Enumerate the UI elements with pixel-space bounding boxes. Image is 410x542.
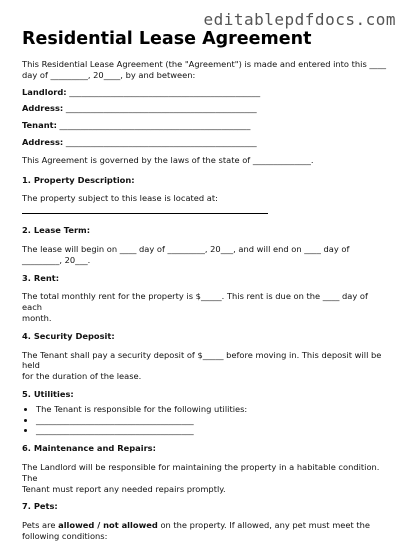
section-utilities-heading: 5. Utilities:	[22, 388, 74, 399]
landlord-address-label: Address:	[22, 103, 64, 114]
section-pets-line-1	[22, 520, 390, 531]
section-rent-line-2: month.	[22, 312, 52, 323]
section-rent-line-1: The total monthly rent for the property is $_____. This rent is due on the ____ day of each	[22, 291, 368, 313]
landlord-blank: ______________________________________________	[66, 86, 261, 97]
pets-not-allowed-option[interactable]: not allowed	[103, 520, 158, 531]
governing-law: This Agreement is governed by the laws of the state of ______________.	[22, 154, 314, 165]
section-term-line-1: The lease will begin on ____ day of _________, 20___, and will end on ____ day of	[22, 243, 350, 254]
intro-line-1: This Residential Lease Agreement (the "Agreement") is made and entered into this ____	[22, 59, 386, 69]
landlord-address-field[interactable]	[22, 103, 390, 114]
section-deposit-heading: 4. Security Deposit:	[22, 330, 115, 341]
section-maintenance-line-1: The Landlord will be responsible for maintaining the property in a habitable condition. The	[22, 461, 380, 483]
section-property-text: The property subject to this lease is located at:	[22, 193, 218, 204]
intro-line-2: day of _________, 20____, by and between:	[22, 69, 196, 80]
tenant-address-field[interactable]	[22, 137, 390, 148]
landlord-label: Landlord:	[22, 86, 67, 97]
section-deposit-line-2: for the duration of the lease.	[22, 371, 142, 382]
landlord-address-blank: ______________________________________________	[63, 103, 257, 114]
lease-document	[22, 28, 390, 542]
document-title: Residential Lease Agreement	[22, 29, 312, 49]
utilities-item-blank-2[interactable]: • ______________________________________	[36, 425, 390, 436]
utilities-list	[22, 404, 390, 436]
section-term-line-2: _________, 20___.	[22, 254, 91, 265]
landlord-field[interactable]	[22, 87, 390, 98]
tenant-blank: ______________________________________________	[56, 120, 251, 131]
section-maintenance-line-2: Tenant must report any needed repairs promptly.	[22, 483, 226, 494]
tenant-address-blank: ______________________________________________	[63, 136, 257, 147]
section-pets-heading: 7. Pets:	[22, 501, 58, 512]
site-watermark: editablepdfdocs.com	[203, 10, 396, 29]
section-pets-line-2: following conditions:	[22, 530, 108, 541]
section-maintenance-heading: 6. Maintenance and Repairs:	[22, 443, 156, 454]
pets-pre: Pets are	[22, 520, 59, 531]
pets-allowed-option[interactable]: allowed	[58, 520, 95, 531]
utilities-item-blank-1[interactable]: • ______________________________________	[36, 415, 390, 426]
section-rent-heading: 3. Rent:	[22, 272, 60, 283]
pets-slash: /	[94, 520, 104, 531]
utilities-item-intro: • The Tenant is responsible for the following utilities:	[36, 404, 390, 415]
section-property-heading: 1. Property Description:	[22, 174, 135, 185]
tenant-address-label: Address:	[22, 136, 64, 147]
tenant-field[interactable]	[22, 120, 390, 131]
pets-post: on the property. If allowed, any pet must meet the	[157, 520, 370, 531]
section-deposit-line-1: The Tenant shall pay a security deposit of $_____ before moving in. This deposit will be held	[22, 349, 382, 371]
section-term-heading: 2. Lease Term:	[22, 225, 91, 236]
tenant-label: Tenant:	[22, 120, 57, 131]
